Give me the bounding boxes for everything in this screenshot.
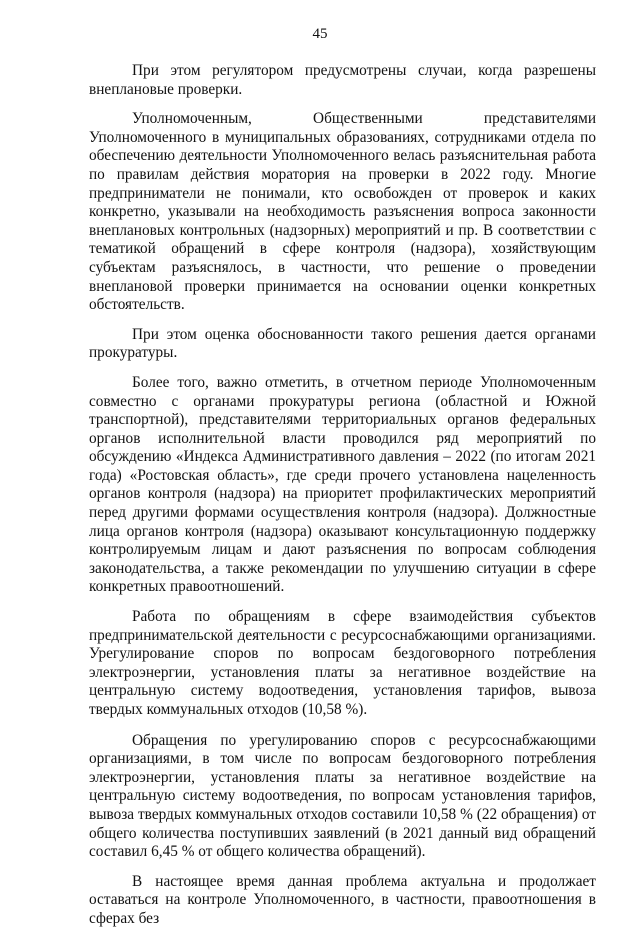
paragraph-resource-supply-statistics: Обращения по урегулированию споров с ресурсоснабжающими организациями, в том числе по вопросам бездоговорного потребления электроэнергии, установления платы за негативное воздействие на центральную систему водоотведения, по вопросам установления тарифов, вывоза твердых коммунальных отходов составили 10,58 % (22 обращения) от общего количества поступивших заявлений (в 2021 данный вид обращений составил 6,45 % от общего количества обращений). — [89, 731, 596, 861]
page-number: 45 — [312, 26, 328, 42]
paragraph-administrative-pressure-index: Более того, важно отметить, в отчетном периоде Уполномоченным совместно с органами прокуратуры региона (областной и Южной транспортной), представителями территориальных органов федеральных органов исполнительной власти проводился ряд мероприятий по обсуждению «Индекса Административного давления – 2022 (по итогам 2021 года) «Ростовская область», где среди прочего установлена нацеленность органов контроля (надзора) на приоритет профилактических мероприятий перед другими формами осуществления контроля (надзора). Должностные лица органов контроля (надзора) оказывают консультационную поддержку контролируемым лицам и дают разъяснения по вопросам соблюдения законодательства, а также рекомендации по улучшению ситуации в сфере конкретных правоотношений. — [89, 373, 596, 596]
paragraph-resource-supply-section: Работа по обращениям в сфере взаимодействия субъектов предпринимательской деятельности с ресурсоснабжающими организациями. Урегулирование споров по вопросам бездоговорного потребления электроэнергии, установления платы за негативное воздействие на центральную систему водоотведения, установления тарифов, вывоза твердых коммунальных отходов (10,58 %). — [89, 608, 596, 718]
paragraph-moratorium-explanation: Уполномоченным, Общественными представителями Уполномоченного в муниципальных образованиях, сотрудниками отдела по обеспечению деятельности Уполномоченного велась разъяснительная работа по правилам действия моратория на проверки в 2022 году. Многие предприниматели не понимали, кто освобожден от проверок и каких конкретно, указывали на необходимость разъяснения вопроса законности внеплановых контрольных (надзорных) мероприятий и пр. В соответствии с тематикой обращений в сфере контроля (надзора), хозяйствующим субъектам разъяснялось, в частности, что решение о проведении внеплановой проверки принимается на основании оценки конкретных обстоятельств. — [89, 110, 596, 314]
paragraph-prosecutor-assessment: При этом оценка обоснованности такого решения дается органами прокуратуры. — [89, 325, 596, 362]
document-body — [89, 62, 596, 929]
paragraph-ongoing-problem: В настоящее время данная проблема актуальна и продолжает оставаться на контроле Уполномоченного, в частности, правоотношения в сферах без — [89, 872, 596, 927]
paragraph-unplanned-inspections: При этом регулятором предусмотрены случаи, когда разрешены внеплановые проверки. — [89, 62, 596, 98]
